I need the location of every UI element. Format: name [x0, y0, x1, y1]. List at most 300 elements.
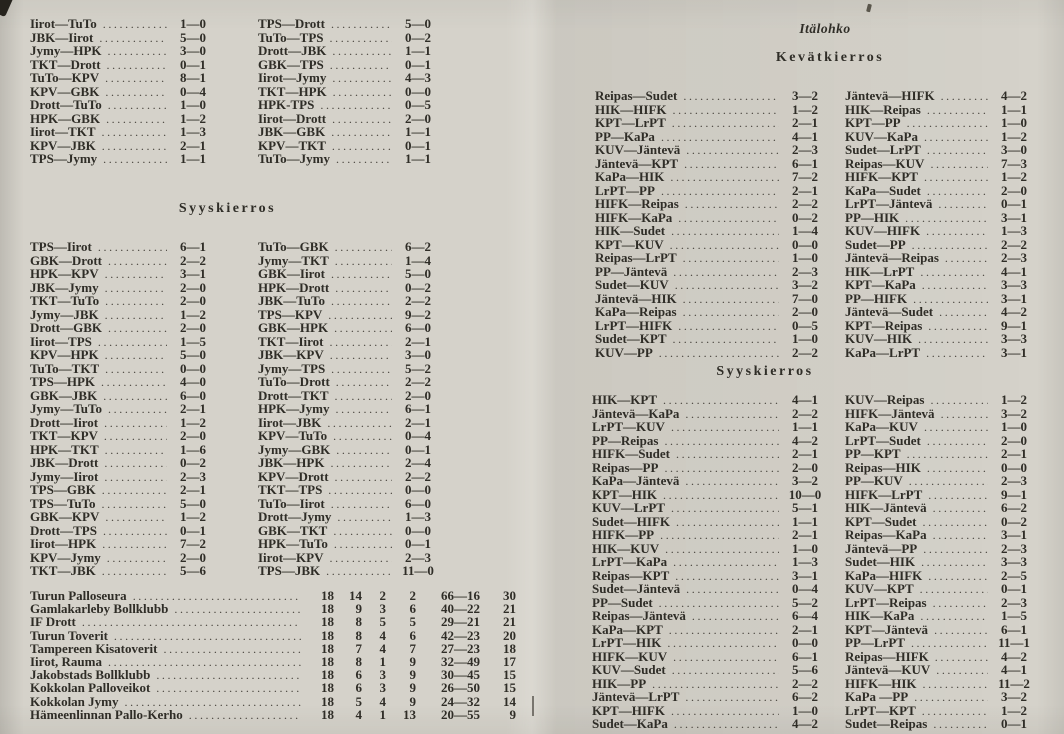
team-name: Hämeenlinnan Pallo-Kerho: [30, 706, 183, 722]
match-row: [845, 156, 1037, 170]
match-row: [30, 30, 216, 44]
match-score: 7—2: [180, 536, 206, 551]
match-score: 1—0: [792, 250, 818, 265]
match-score: 5—2: [792, 594, 818, 610]
match-score: 0—1: [405, 441, 431, 457]
match-score: 2—3: [1001, 250, 1027, 265]
match-row: [30, 563, 216, 577]
match-score: 2—5: [1001, 567, 1027, 583]
points: 30: [503, 588, 516, 603]
match-teams: KaPa—HIK: [595, 169, 665, 184]
match-row: [258, 70, 441, 84]
match-row: [592, 649, 828, 663]
match-score: 2—1: [792, 182, 818, 198]
draws: 5: [379, 614, 386, 630]
wins: 6: [355, 680, 362, 696]
match-score: 5—0: [180, 29, 206, 45]
match-row: [592, 716, 828, 730]
dot-leader: [659, 345, 779, 361]
match-score: 0—0: [1001, 459, 1027, 475]
match-teams: KaPa—LrPT: [845, 344, 921, 360]
team-name: Turun Toverit: [30, 627, 108, 643]
match-row: [595, 264, 828, 278]
match-teams: TPS—HPK: [30, 374, 96, 389]
match-row: [845, 210, 1037, 224]
match-row: [592, 622, 828, 636]
match-teams: PP—KPT: [845, 446, 901, 461]
match-score: 5—6: [792, 662, 818, 677]
standing-row: [30, 628, 516, 641]
match-teams: Iirot—Drott: [258, 110, 327, 126]
match-teams: Sudet—Reipas: [845, 716, 928, 731]
match-teams: TPS—JBK: [258, 563, 321, 578]
match-row: [258, 138, 441, 152]
match-score: 1—2: [180, 306, 206, 322]
match-teams: Sudet—PP: [845, 236, 906, 252]
match-teams: TuTo—Drott: [258, 374, 330, 389]
match-score: 2—3: [1001, 540, 1027, 556]
points: 15: [503, 680, 516, 696]
match-teams: JBK—Iirot: [30, 29, 94, 45]
match-teams: KaPa—HIFK: [845, 567, 923, 583]
match-score: 6—2: [792, 689, 818, 704]
goal-difference: 42—23: [441, 627, 480, 643]
match-score: 1—1: [405, 151, 431, 166]
match-row: [845, 304, 1037, 318]
match-teams: KUV—KaPa: [845, 128, 918, 144]
match-teams: Reipas—KUV: [845, 155, 925, 171]
match-teams: KPT—Reipas: [845, 317, 923, 333]
match-row: [30, 347, 216, 361]
match-teams: PP—HIK: [845, 209, 900, 225]
match-score: 1—5: [180, 333, 206, 349]
match-score: 5—0: [405, 266, 431, 281]
points: 21: [503, 601, 516, 617]
match-score: 3—1: [1001, 527, 1027, 542]
losses: 6: [409, 627, 416, 643]
match-score: 3—0: [1001, 142, 1027, 157]
games-played: 18: [321, 706, 334, 722]
match-row: [30, 151, 216, 165]
match-row: [592, 392, 828, 406]
match-teams: JBK—Jymy: [30, 279, 99, 295]
match-teams: Jymy—HPK: [30, 43, 102, 58]
losses: 7: [409, 640, 416, 656]
match-score: 2—2: [1001, 236, 1027, 252]
match-teams: GBK—TPS: [258, 56, 324, 72]
match-row: [845, 237, 1037, 251]
match-row: [30, 496, 216, 510]
match-teams: TPS—KPV: [258, 306, 323, 322]
match-score: 2—1: [180, 137, 206, 153]
draws: 3: [379, 680, 386, 696]
match-row: [30, 442, 216, 456]
match-row: [845, 129, 1037, 143]
match-row: [592, 703, 828, 717]
match-row: [595, 223, 828, 237]
wins: 9: [355, 601, 362, 617]
match-row: [595, 210, 828, 224]
match-row: [258, 469, 441, 483]
match-teams: Jäntevä—LrPT: [592, 689, 680, 704]
match-teams: TKT—JBK: [30, 563, 96, 578]
match-score: 6—1: [792, 648, 818, 664]
standing-row: [30, 641, 516, 654]
match-teams: TuTo—Jymy: [258, 151, 331, 166]
standing-row: [30, 667, 516, 683]
match-row: [592, 608, 828, 622]
match-teams: KUV—HIFK: [845, 223, 921, 238]
match-score: 3—2: [1001, 405, 1027, 421]
games-played: 18: [321, 627, 334, 643]
match-row: [845, 568, 1037, 582]
match-row: [595, 129, 828, 143]
match-row: [258, 97, 441, 111]
right-kevat-results-col1: [595, 88, 828, 358]
match-score: 5—1: [792, 500, 818, 515]
match-score: 5—0: [180, 495, 206, 511]
match-score: 2—0: [180, 428, 206, 443]
match-row: [258, 151, 441, 165]
draws: 4: [379, 693, 386, 709]
match-teams: TKT—TuTo: [30, 293, 100, 308]
match-teams: TKT—KPV: [30, 428, 98, 443]
losses: 13: [403, 706, 416, 722]
match-row: [592, 541, 828, 555]
match-score: 9—1: [1001, 486, 1027, 502]
match-score: 4—0: [180, 374, 206, 389]
dot-leader: [189, 707, 301, 723]
match-teams: TuTo—KPV: [30, 70, 100, 85]
match-teams: KPT—HIFK: [592, 702, 665, 718]
match-score: 3—0: [405, 347, 431, 362]
match-teams: Sudet—LrPT: [845, 142, 921, 157]
match-row: [30, 550, 216, 564]
match-row: [30, 280, 216, 294]
match-teams: KUV—LrPT: [592, 500, 665, 515]
section-heading-italohko: Itälohko: [799, 21, 851, 36]
match-score: 7—2: [792, 169, 818, 184]
match-teams: HPK—TuTo: [258, 536, 328, 551]
match-teams: Jäntevä—Sudet: [845, 304, 934, 319]
match-teams: KaPa—KUV: [845, 419, 918, 434]
match-teams: TuTo—TPS: [258, 29, 324, 45]
match-score: 8—1: [180, 70, 206, 85]
draws: 1: [379, 653, 386, 669]
wins: 5: [355, 693, 362, 709]
match-teams: TKT—Iirot: [258, 333, 324, 349]
dot-leader: [674, 716, 779, 732]
match-score: 2—2: [405, 374, 431, 389]
match-row: [258, 550, 441, 564]
match-score: 2—2: [792, 675, 818, 691]
match-row: [258, 455, 441, 469]
match-row: [592, 473, 828, 487]
match-teams: TPS—Iirot: [30, 239, 92, 254]
match-score: 5—2: [405, 360, 431, 376]
match-teams: TPS—GBK: [30, 482, 96, 497]
games-played: 18: [321, 667, 334, 683]
match-row: [845, 88, 1037, 102]
dot-leader: [326, 563, 392, 579]
match-teams: GBK—HPK: [258, 320, 329, 335]
match-teams: KPT—HIK: [592, 486, 658, 502]
match-teams: GBK—Drott: [30, 252, 102, 268]
match-teams: Iirot—TPS: [30, 333, 92, 349]
match-score: 2—1: [792, 446, 818, 461]
match-row: [30, 253, 216, 267]
match-score: 0—1: [180, 56, 206, 72]
match-teams: KUV—HIK: [845, 331, 913, 346]
match-score: 6—0: [405, 320, 431, 335]
match-score: 10—0: [788, 486, 822, 502]
match-row: [258, 401, 441, 415]
match-row: [30, 509, 216, 523]
losses: 6: [409, 601, 416, 617]
match-score: 2—3: [405, 549, 431, 565]
match-row: [595, 345, 828, 359]
match-row: [592, 554, 828, 568]
match-score: 9—1: [1001, 317, 1027, 333]
match-row: [845, 460, 1037, 474]
team-name: IF Drott: [30, 614, 76, 630]
match-score: 5—0: [405, 16, 431, 31]
match-score: 1—0: [792, 331, 818, 346]
dot-leader: [926, 345, 988, 361]
match-teams: Iirot—TuTo: [30, 16, 97, 31]
match-score: 2—2: [180, 252, 206, 268]
match-teams: HIK—Jäntevä: [845, 500, 927, 515]
match-teams: KaPa—KPT: [592, 621, 663, 637]
match-score: 4—2: [1001, 304, 1027, 319]
match-score: 0—2: [180, 455, 206, 470]
goal-difference: 29—21: [441, 614, 480, 630]
match-teams: Reipas—HIFK: [845, 648, 929, 664]
match-teams: Reipas—PP: [592, 459, 659, 475]
match-row: [30, 482, 216, 496]
match-score: 2—1: [180, 401, 206, 416]
match-row: [845, 487, 1037, 501]
match-score: 2—3: [792, 142, 818, 157]
match-row: [30, 239, 216, 253]
standing-row: [30, 707, 516, 720]
match-score: 6—1: [792, 155, 818, 171]
match-row: [845, 581, 1037, 595]
match-row: [30, 469, 216, 483]
match-score: 11—0: [402, 563, 434, 578]
match-teams: KUV—Sudet: [592, 662, 666, 677]
match-row: [258, 374, 441, 388]
match-row: [592, 500, 828, 514]
match-teams: LrPT—PP: [595, 182, 655, 198]
match-score: 2—2: [405, 468, 431, 484]
match-teams: HPK—TKT: [30, 441, 99, 457]
points: 17: [503, 653, 516, 669]
match-score: 2—1: [792, 527, 818, 542]
match-teams: KPT—KUV: [595, 236, 664, 252]
match-teams: HIK—KPT: [592, 392, 658, 407]
match-row: [258, 30, 441, 44]
match-teams: LrPT—Sudet: [845, 432, 921, 448]
match-score: 3—2: [1001, 689, 1027, 704]
match-score: 2—0: [180, 549, 206, 565]
match-score: 0—1: [405, 137, 431, 153]
match-teams: Sudet—HIK: [845, 554, 916, 569]
match-row: [595, 250, 828, 264]
match-row: [595, 277, 828, 291]
scan-speck: [866, 4, 872, 13]
match-score: 6—2: [1001, 500, 1027, 515]
match-row: [592, 406, 828, 420]
games-played: 18: [321, 680, 334, 696]
match-teams: TKT—HPK: [258, 83, 327, 99]
points: 18: [503, 640, 516, 656]
match-score: 0—2: [405, 279, 431, 295]
goal-difference: 40—22: [441, 601, 480, 617]
match-teams: PP—KUV: [845, 473, 903, 488]
match-row: [30, 307, 216, 321]
match-teams: KPT—Jäntevä: [845, 621, 929, 637]
match-teams: Jymy—Iirot: [30, 468, 99, 484]
match-teams: Jäntevä—PP: [845, 540, 918, 556]
match-teams: HIFK—KPT: [845, 169, 918, 184]
match-row: [845, 662, 1037, 676]
match-row: [592, 460, 828, 474]
wins: 14: [349, 588, 362, 603]
match-row: [592, 419, 828, 433]
match-row: [258, 124, 441, 138]
standing-row: [30, 680, 516, 696]
right-kevatkierros-heading: Kevätkierros: [775, 50, 885, 65]
match-teams: KPV—Jymy: [30, 549, 101, 565]
match-score: 1—4: [405, 252, 431, 268]
match-row: [592, 662, 828, 676]
match-score: 2—0: [792, 304, 818, 319]
match-score: 2—2: [792, 196, 818, 211]
match-score: 0—4: [405, 428, 431, 443]
match-teams: HIFK—Jäntevä: [845, 405, 935, 421]
match-row: [845, 473, 1037, 487]
match-row: [258, 84, 441, 98]
games-played: 18: [321, 693, 334, 709]
match-score: 2—1: [405, 414, 431, 430]
match-teams: Iirot—JBK: [258, 414, 322, 430]
match-teams: TPS—TuTo: [30, 495, 96, 511]
match-row: [258, 509, 441, 523]
points: 14: [503, 693, 516, 709]
team-name: Gamlakarleby Bollklubb: [30, 601, 169, 617]
match-score: 0—0: [405, 522, 431, 538]
match-teams: GBK—TKT: [258, 522, 328, 538]
standing-row: [30, 614, 516, 630]
match-row: [595, 196, 828, 210]
match-score: 4—1: [1001, 263, 1027, 279]
match-score: 4—3: [405, 70, 431, 85]
match-score: 5—0: [180, 347, 206, 362]
match-teams: JBK—KPV: [258, 347, 324, 362]
match-score: 2—1: [405, 333, 431, 349]
match-row: [845, 500, 1037, 514]
match-teams: KPV—TKT: [258, 137, 326, 153]
match-row: [592, 433, 828, 447]
match-teams: KUV—PP: [595, 344, 653, 360]
match-row: [30, 455, 216, 469]
match-teams: LrPT—KPT: [845, 702, 916, 718]
match-row: [845, 649, 1037, 663]
standing-row: [30, 588, 516, 601]
match-row: [258, 388, 441, 402]
match-row: [258, 280, 441, 294]
match-teams: KPT—KaPa: [845, 277, 916, 292]
match-row: [845, 689, 1037, 703]
match-score: 3—2: [792, 473, 818, 488]
team-name: Kokkolan Palloveikot: [30, 680, 151, 696]
match-teams: KaPa—Reipas: [595, 304, 677, 319]
match-score: 0—0: [792, 236, 818, 252]
match-teams: Jäntevä—KPT: [595, 155, 679, 171]
match-teams: Drott—JBK: [258, 43, 327, 58]
match-teams: HPK—KPV: [30, 266, 99, 281]
match-row: [258, 307, 441, 321]
match-row: [845, 196, 1037, 210]
right-syys-results-col2: [845, 392, 1037, 730]
match-score: 1—1: [405, 124, 431, 139]
match-score: 1—1: [792, 419, 818, 434]
match-score: 7—0: [792, 290, 818, 306]
match-teams: Sudet—Jäntevä: [592, 581, 681, 596]
match-score: 1—0: [180, 16, 206, 31]
match-score: 1—1: [792, 513, 818, 529]
match-score: 0—1: [1001, 716, 1027, 731]
match-score: 0—1: [1001, 581, 1027, 596]
match-teams: HIFK—PP: [592, 527, 655, 542]
match-row: [592, 568, 828, 582]
match-row: [845, 595, 1037, 609]
match-teams: HIFK—Sudet: [592, 446, 671, 461]
losses: 9: [409, 653, 416, 669]
wins: 7: [355, 640, 362, 656]
match-teams: Sudet—HIFK: [592, 513, 671, 529]
match-score: 6—0: [180, 387, 206, 403]
match-score: 3—1: [1001, 344, 1027, 360]
match-teams: Reipas—Sudet: [595, 88, 678, 103]
match-score: 4—2: [1001, 648, 1027, 664]
match-teams: HIK—Sudet: [595, 223, 666, 238]
match-row: [258, 320, 441, 334]
match-teams: KPV—Drott: [258, 468, 329, 484]
dot-leader: [103, 151, 167, 167]
match-score: 1—2: [1001, 128, 1027, 144]
match-row: [595, 169, 828, 183]
match-row: [845, 318, 1037, 332]
right-syys-results-col1: [592, 392, 828, 730]
match-row: [595, 304, 828, 318]
match-score: 4—1: [792, 128, 818, 144]
match-score: 3—2: [792, 88, 818, 103]
goal-difference: 26—50: [441, 680, 480, 696]
wins: 8: [355, 627, 362, 643]
match-row: [845, 142, 1037, 156]
match-score: 3—1: [180, 266, 206, 281]
match-score: 1—2: [792, 101, 818, 117]
match-score: 1—3: [792, 554, 818, 569]
match-teams: PP—LrPT: [845, 635, 905, 650]
match-row: [845, 291, 1037, 305]
match-score: 4—2: [792, 716, 818, 731]
goal-difference: 24—32: [441, 693, 480, 709]
match-score: 2—1: [792, 621, 818, 637]
match-score: 2—3: [180, 468, 206, 484]
